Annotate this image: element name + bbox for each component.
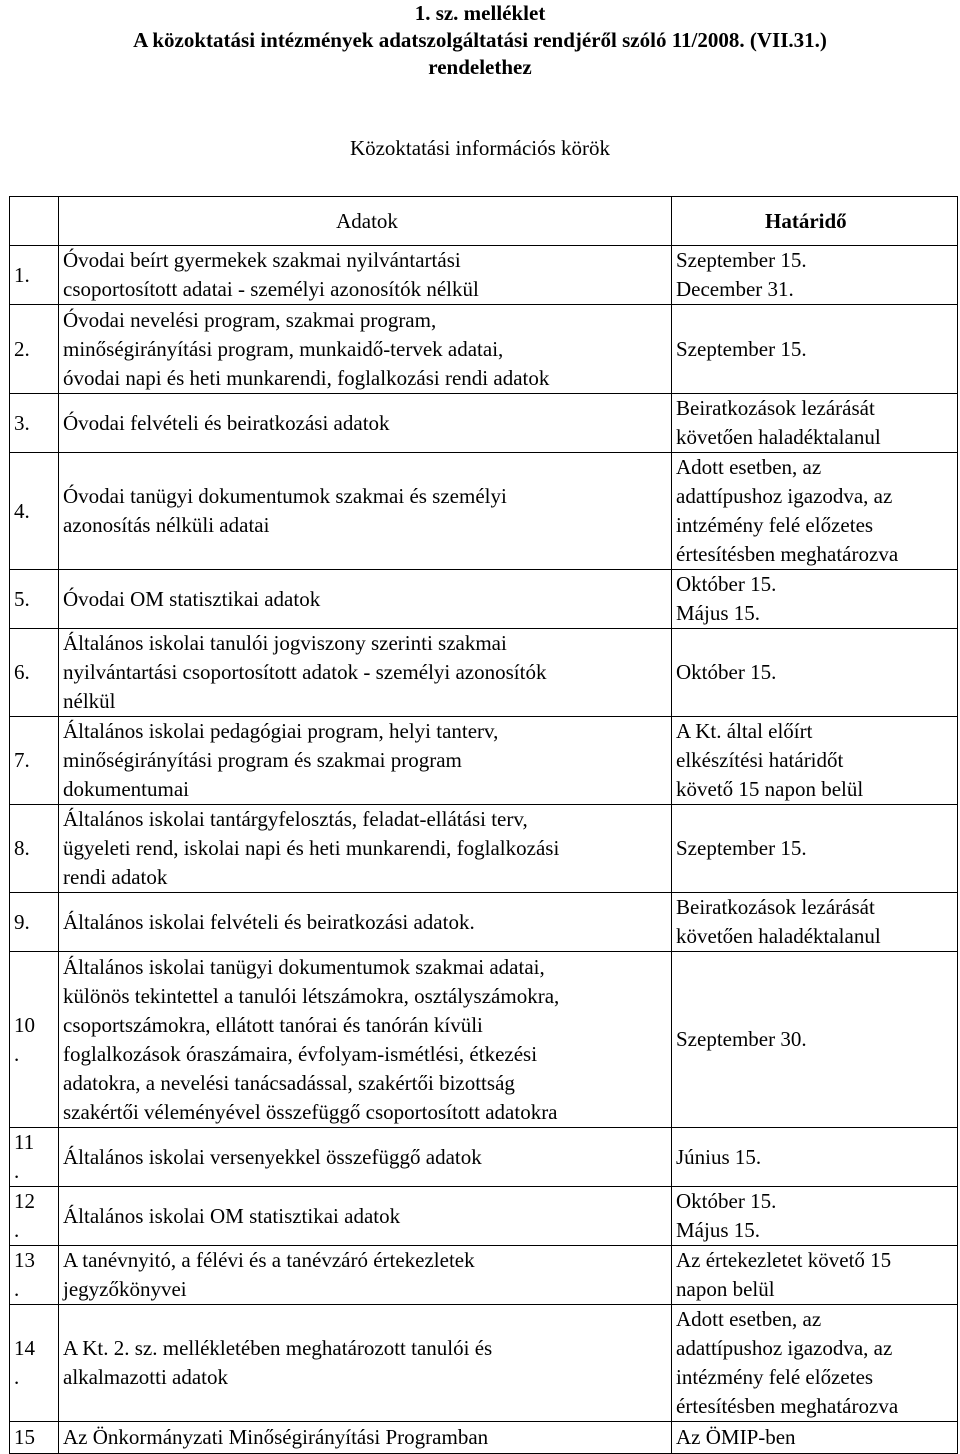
data-line: azonosítás nélküli adatai <box>63 513 270 537</box>
deadline-line: Adott esetben, az <box>676 455 822 479</box>
table-row <box>10 717 958 805</box>
information-table <box>9 196 958 1454</box>
data-line: csoportszámokra, ellátott tanórai és tanórán kívüli <box>63 1012 483 1037</box>
deadline-line: Október 15. <box>676 1189 777 1213</box>
data-line: csoportosított adatai - személyi azonosítók nélkül <box>63 277 479 301</box>
row-number-part: 13 <box>14 1248 35 1272</box>
row-number-part: 14 <box>14 1336 35 1360</box>
deadline-line: A Kt. által előírt <box>676 719 813 743</box>
row-number <box>10 1128 59 1187</box>
data-line: Óvodai tanügyi dokumentumok szakmai és személyi <box>63 484 507 508</box>
data-line: Az Önkormányzati Minőségirányítási Programban <box>63 1425 489 1449</box>
data-line: Óvodai felvételi és beiratkozási adatok <box>63 410 390 435</box>
deadline-line: Október 15. <box>676 660 777 684</box>
row-number-part: 11 <box>14 1130 35 1154</box>
row-deadline <box>672 453 958 570</box>
row-deadline <box>672 1305 958 1422</box>
row-deadline <box>672 1187 958 1246</box>
deadline-line: Május 15. <box>676 601 760 625</box>
data-line: óvodai napi és heti munkarendi, foglalkozási rendi adatok <box>63 365 550 390</box>
table-row <box>10 1246 958 1305</box>
row-number-part: 3. <box>14 410 30 435</box>
deadline-line: követően haladéktalanul <box>676 425 881 449</box>
deadline-line: intézmény felé előzetes <box>676 1365 874 1389</box>
table-row <box>10 246 958 305</box>
row-number-part: 9. <box>14 909 30 934</box>
row-number <box>10 1305 59 1422</box>
header-adatok: Adatok <box>59 197 672 246</box>
deadline-line: Május 15. <box>676 1218 760 1242</box>
deadline-line: Október 15. <box>676 572 777 596</box>
data-line: Általános iskolai tanügyi dokumentumok szakmai adatai, <box>63 954 545 979</box>
row-deadline <box>672 394 958 453</box>
deadline-line: Szeptember 15. <box>676 336 807 361</box>
row-data <box>59 570 672 629</box>
deadline-line: elkészítési határidőt <box>676 748 844 772</box>
data-line: adatokra, a nevelési tanácsadással, szakértői bizottság <box>63 1070 515 1095</box>
data-line: Óvodai nevelési program, szakmai program, <box>63 307 437 332</box>
row-deadline <box>672 805 958 893</box>
deadline-line: értesítésben meghatározva <box>676 1394 899 1418</box>
row-deadline <box>672 1422 958 1454</box>
deadline-line: adattípushoz igazodva, az <box>676 484 893 508</box>
row-data <box>59 305 672 394</box>
row-data <box>59 1422 672 1454</box>
table-row <box>10 1187 958 1246</box>
table-row <box>10 453 958 570</box>
deadline-line: Szeptember 30. <box>676 1027 807 1051</box>
row-data <box>59 952 672 1128</box>
row-data <box>59 1187 672 1246</box>
table-row <box>10 570 958 629</box>
row-data <box>59 1128 672 1187</box>
deadline-line: adattípushoz igazodva, az <box>676 1336 893 1360</box>
row-number-part: . <box>14 1218 20 1242</box>
data-line: rendi adatok <box>63 865 168 889</box>
data-line: A Kt. 2. sz. mellékletében meghatározott tanulói és <box>63 1336 493 1360</box>
row-number-part: . <box>14 1159 20 1183</box>
table-row <box>10 1128 958 1187</box>
data-line: nélkül <box>63 689 116 713</box>
header-line-3: rendelethez <box>428 55 532 79</box>
deadline-line: Szeptember 15. <box>676 836 807 860</box>
page-subtitle: Közoktatási információs körök <box>349 136 611 160</box>
deadline-line: Június 15. <box>676 1144 762 1169</box>
row-number <box>10 805 59 893</box>
deadline-line: Az ÖMIP-ben <box>676 1425 796 1449</box>
deadline-line: Szeptember 15. <box>676 248 807 272</box>
row-number-part: . <box>14 1365 20 1389</box>
table-row <box>10 1422 958 1454</box>
row-data <box>59 1305 672 1422</box>
row-number-part: 15 <box>14 1425 35 1449</box>
row-number-part: 12 <box>14 1189 35 1213</box>
data-line: nyilvántartási csoportosított adatok - személyi azonosítók <box>63 660 547 684</box>
row-deadline <box>672 717 958 805</box>
table-row <box>10 805 958 893</box>
table-row <box>10 893 958 952</box>
row-number <box>10 952 59 1128</box>
header-hatarido: Határidő <box>672 197 958 246</box>
table-body <box>10 246 958 1454</box>
data-line: Általános iskolai tantárgyfelosztás, feladat-ellátási terv, <box>63 807 528 831</box>
data-line: Általános iskolai pedagógiai program, helyi tanterv, <box>63 719 499 743</box>
table-row <box>10 1305 958 1422</box>
deadline-line: intzémény felé előzetes <box>676 513 874 537</box>
data-line: Általános iskolai OM statisztikai adatok <box>63 1203 401 1228</box>
row-data <box>59 246 672 305</box>
row-number <box>10 305 59 394</box>
deadline-line: Beiratkozások lezárását <box>676 895 875 919</box>
deadline-line: Beiratkozások lezárását <box>676 396 875 420</box>
row-data <box>59 893 672 952</box>
table-row <box>10 952 958 1128</box>
data-line: ügyeleti rend, iskolai napi és heti munkarendi, foglalkozási <box>63 836 560 860</box>
row-number <box>10 246 59 305</box>
data-line: foglalkozások óraszámaira, évfolyam-ismétlési, étkezési <box>63 1041 538 1066</box>
row-number-part: . <box>14 1277 20 1301</box>
row-data <box>59 717 672 805</box>
row-number-part: 2. <box>14 336 30 361</box>
row-number-part: 7. <box>14 748 30 772</box>
row-number <box>10 394 59 453</box>
row-number <box>10 629 59 717</box>
row-number <box>10 1422 59 1454</box>
row-deadline <box>672 305 958 394</box>
header-line-2: A közoktatási intézmények adatszolgáltatási rendjéről szóló 11/2008. (VII.31.) <box>133 28 827 52</box>
row-deadline <box>672 246 958 305</box>
row-deadline <box>672 952 958 1128</box>
deadline-line: értesítésben meghatározva <box>676 542 899 566</box>
deadline-line: Adott esetben, az <box>676 1307 822 1331</box>
row-number <box>10 893 59 952</box>
row-number-part: 4. <box>14 498 30 523</box>
document-header <box>0 0 960 81</box>
data-line: különös tekintettel a tanulói létszámokra, osztályszámokra, <box>63 983 560 1008</box>
table-row <box>10 629 958 717</box>
row-number <box>10 453 59 570</box>
deadline-line: Az értekezletet követő 15 <box>676 1248 892 1272</box>
data-line: Általános iskolai tanulói jogviszony szerinti szakmai <box>63 631 507 655</box>
data-line: jegyzőkönyvei <box>63 1277 187 1301</box>
data-line: Általános iskolai felvételi és beiratkozási adatok. <box>63 909 475 934</box>
row-number-part: . <box>14 1041 20 1066</box>
row-deadline <box>672 570 958 629</box>
row-number <box>10 717 59 805</box>
row-data <box>59 394 672 453</box>
row-data <box>59 453 672 570</box>
header-line-1: 1. sz. melléklet <box>414 1 546 25</box>
row-number <box>10 1246 59 1305</box>
deadline-line: December 31. <box>676 277 794 301</box>
data-line: A tanévnyitó, a félévi és a tanévzáró értekezletek <box>63 1248 475 1272</box>
table-header-row <box>10 197 958 246</box>
row-number <box>10 1187 59 1246</box>
row-data <box>59 805 672 893</box>
data-line: alkalmazotti adatok <box>63 1365 229 1389</box>
row-number <box>10 570 59 629</box>
deadline-line: követően haladéktalanul <box>676 924 881 948</box>
data-line: Általános iskolai versenyekkel összefüggő adatok <box>63 1144 482 1169</box>
data-line: minőségirányítási program, munkaidő-tervek adatai, <box>63 336 504 361</box>
row-number-part: 8. <box>14 836 30 860</box>
row-deadline <box>672 1128 958 1187</box>
header-num-cell <box>10 197 59 246</box>
row-number-part: 6. <box>14 660 30 684</box>
row-data <box>59 1246 672 1305</box>
deadline-line: napon belül <box>676 1277 775 1301</box>
row-deadline <box>672 1246 958 1305</box>
data-line: Óvodai OM statisztikai adatok <box>63 586 321 611</box>
data-line: szakértői véleményével összefüggő csoportosított adatokra <box>63 1099 558 1124</box>
table-row <box>10 305 958 394</box>
row-number-part: 1. <box>14 262 30 287</box>
row-data <box>59 629 672 717</box>
row-number-part: 5. <box>14 586 30 611</box>
row-deadline <box>672 893 958 952</box>
data-line: minőségirányítási program és szakmai program <box>63 748 462 772</box>
row-number-part: 10 <box>14 1012 35 1037</box>
deadline-line: követő 15 napon belül <box>676 777 864 801</box>
data-line: Óvodai beírt gyermekek szakmai nyilvántartási <box>63 248 461 272</box>
table-row <box>10 394 958 453</box>
row-deadline <box>672 629 958 717</box>
data-line: dokumentumai <box>63 777 189 801</box>
